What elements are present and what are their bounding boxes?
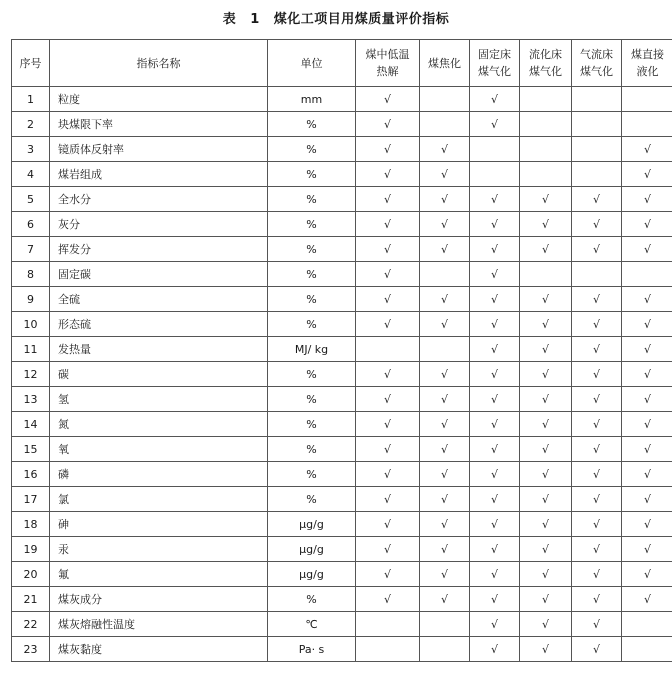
check-mark: √ (470, 312, 520, 337)
check-mark: √ (520, 337, 572, 362)
check-mark: √ (356, 312, 420, 337)
indicator-unit: μg/g (268, 537, 356, 562)
empty-cell (420, 612, 470, 637)
check-mark: √ (420, 537, 470, 562)
indicator-unit: % (268, 387, 356, 412)
check-mark: √ (356, 537, 420, 562)
check-mark: √ (572, 412, 622, 437)
row-number: 13 (12, 387, 50, 412)
check-mark: √ (622, 587, 672, 612)
indicator-unit: % (268, 287, 356, 312)
indicator-unit: % (268, 237, 356, 262)
row-number: 22 (12, 612, 50, 637)
check-mark: √ (470, 487, 520, 512)
empty-cell (622, 262, 672, 287)
header-line: 煤焦化 (428, 56, 461, 70)
check-mark: √ (420, 287, 470, 312)
row-number: 3 (12, 137, 50, 162)
check-mark: √ (356, 137, 420, 162)
indicator-unit: mm (268, 87, 356, 112)
indicator-name: 氮 (50, 412, 268, 437)
caption-number: 1 (250, 12, 260, 27)
check-mark: √ (356, 262, 420, 287)
check-mark: √ (520, 237, 572, 262)
check-mark: √ (572, 637, 622, 662)
check-mark: √ (420, 412, 470, 437)
check-mark: √ (572, 387, 622, 412)
empty-cell (572, 262, 622, 287)
check-mark: √ (572, 312, 622, 337)
check-mark: √ (622, 337, 672, 362)
row-number: 2 (12, 112, 50, 137)
header-line: 煤气化 (529, 65, 562, 78)
check-mark: √ (356, 162, 420, 187)
empty-cell (622, 637, 672, 662)
check-mark: √ (572, 562, 622, 587)
table-row (12, 212, 672, 237)
check-mark: √ (470, 262, 520, 287)
table-row (12, 112, 672, 137)
table-row (12, 162, 672, 187)
table-row (12, 237, 672, 262)
header-line: 煤气化 (580, 65, 613, 78)
check-mark: √ (420, 212, 470, 237)
check-mark: √ (420, 362, 470, 387)
indicator-name: 氟 (50, 562, 268, 587)
header-line: 煤直接 (631, 48, 664, 61)
indicator-name: 氧 (50, 437, 268, 462)
row-number: 12 (12, 362, 50, 387)
indicator-unit: % (268, 587, 356, 612)
check-mark: √ (622, 212, 672, 237)
check-mark: √ (572, 437, 622, 462)
check-mark: √ (622, 487, 672, 512)
col-header-fixed-bed (470, 40, 520, 87)
check-mark: √ (356, 512, 420, 537)
table-row (12, 412, 672, 437)
table-row (12, 337, 672, 362)
table-row (12, 612, 672, 637)
indicator-name: 磷 (50, 462, 268, 487)
check-mark: √ (420, 487, 470, 512)
row-number: 19 (12, 537, 50, 562)
indicator-unit: % (268, 437, 356, 462)
empty-cell (572, 112, 622, 137)
indicator-name: 固定碳 (50, 262, 268, 287)
row-number: 7 (12, 237, 50, 262)
check-mark: √ (356, 462, 420, 487)
indicator-unit: % (268, 462, 356, 487)
check-mark: √ (420, 137, 470, 162)
row-number: 20 (12, 562, 50, 587)
row-number: 23 (12, 637, 50, 662)
row-number: 8 (12, 262, 50, 287)
indicator-name: 碳 (50, 362, 268, 387)
row-number: 16 (12, 462, 50, 487)
indicator-name: 发热量 (50, 337, 268, 362)
table-row (12, 312, 672, 337)
check-mark: √ (572, 287, 622, 312)
check-mark: √ (470, 462, 520, 487)
table-row (12, 387, 672, 412)
empty-cell (356, 637, 420, 662)
check-mark: √ (622, 287, 672, 312)
indicator-unit: % (268, 212, 356, 237)
check-mark: √ (470, 87, 520, 112)
empty-cell (520, 137, 572, 162)
check-mark: √ (356, 287, 420, 312)
row-number: 14 (12, 412, 50, 437)
indicator-unit: % (268, 487, 356, 512)
check-mark: √ (520, 312, 572, 337)
check-mark: √ (572, 237, 622, 262)
empty-cell (622, 87, 672, 112)
check-mark: √ (356, 412, 420, 437)
header-line: 流化床 (529, 48, 562, 61)
check-mark: √ (622, 412, 672, 437)
col-header-unit: 单位 (268, 40, 356, 87)
check-mark: √ (356, 437, 420, 462)
empty-cell (572, 87, 622, 112)
indicator-name: 汞 (50, 537, 268, 562)
check-mark: √ (520, 487, 572, 512)
empty-cell (420, 87, 470, 112)
indicator-name: 氢 (50, 387, 268, 412)
table-row (12, 587, 672, 612)
table-row (12, 512, 672, 537)
check-mark: √ (356, 362, 420, 387)
row-number: 17 (12, 487, 50, 512)
indicator-name: 全硫 (50, 287, 268, 312)
table-row (12, 87, 672, 112)
table-row (12, 287, 672, 312)
table-row (12, 537, 672, 562)
table-row (12, 487, 672, 512)
row-number: 1 (12, 87, 50, 112)
indicator-name: 形态硫 (50, 312, 268, 337)
table-body (12, 87, 672, 662)
check-mark: √ (520, 187, 572, 212)
header-line: 煤气化 (478, 65, 511, 78)
table-row (12, 462, 672, 487)
check-mark: √ (622, 187, 672, 212)
row-number: 10 (12, 312, 50, 337)
check-mark: √ (520, 537, 572, 562)
col-header-direct-liquefaction (622, 40, 672, 87)
indicator-unit: % (268, 187, 356, 212)
check-mark: √ (470, 512, 520, 537)
check-mark: √ (520, 412, 572, 437)
col-header-fluidized-bed (520, 40, 572, 87)
check-mark: √ (470, 562, 520, 587)
indicator-name: 煤灰黏度 (50, 637, 268, 662)
check-mark: √ (356, 237, 420, 262)
header-line: 煤中低温 (365, 48, 410, 61)
row-number: 21 (12, 587, 50, 612)
header-line: 气流床 (580, 48, 613, 61)
check-mark: √ (420, 587, 470, 612)
check-mark: √ (520, 362, 572, 387)
indicator-name: 全水分 (50, 187, 268, 212)
check-mark: √ (420, 437, 470, 462)
check-mark: √ (520, 512, 572, 537)
row-number: 11 (12, 337, 50, 362)
check-mark: √ (470, 537, 520, 562)
indicator-unit: % (268, 137, 356, 162)
indicator-name: 镜质体反射率 (50, 137, 268, 162)
col-header-coking (420, 40, 470, 87)
check-mark: √ (420, 237, 470, 262)
header-row (12, 40, 672, 87)
check-mark: √ (470, 212, 520, 237)
check-mark: √ (572, 212, 622, 237)
empty-cell (420, 337, 470, 362)
indicator-name: 块煤限下率 (50, 112, 268, 137)
empty-cell (520, 87, 572, 112)
check-mark: √ (520, 462, 572, 487)
col-header-seq: 序号 (12, 40, 50, 87)
caption-title: 煤化工项目用煤质量评价指标 (273, 12, 450, 27)
check-mark: √ (420, 187, 470, 212)
empty-cell (622, 612, 672, 637)
empty-cell (520, 162, 572, 187)
table-row (12, 137, 672, 162)
check-mark: √ (470, 112, 520, 137)
empty-cell (470, 137, 520, 162)
check-mark: √ (520, 587, 572, 612)
check-mark: √ (356, 187, 420, 212)
check-mark: √ (622, 137, 672, 162)
indicator-unit: μg/g (268, 562, 356, 587)
indicator-unit: % (268, 262, 356, 287)
indicator-unit: % (268, 112, 356, 137)
check-mark: √ (572, 612, 622, 637)
check-mark: √ (572, 587, 622, 612)
indicator-unit: MJ/ kg (268, 337, 356, 362)
check-mark: √ (470, 412, 520, 437)
table-caption (0, 8, 672, 27)
empty-cell (356, 612, 420, 637)
check-mark: √ (520, 612, 572, 637)
col-header-pyrolysis (356, 40, 420, 87)
table-row (12, 562, 672, 587)
header-line: 液化 (636, 65, 659, 78)
check-mark: √ (572, 512, 622, 537)
table-row (12, 362, 672, 387)
empty-cell (572, 162, 622, 187)
row-number: 15 (12, 437, 50, 462)
col-header-name: 指标名称 (50, 40, 268, 87)
check-mark: √ (356, 587, 420, 612)
header-line: 固定床 (478, 48, 511, 61)
indicator-name: 灰分 (50, 212, 268, 237)
check-mark: √ (356, 112, 420, 137)
check-mark: √ (572, 337, 622, 362)
check-mark: √ (420, 162, 470, 187)
check-mark: √ (470, 637, 520, 662)
empty-cell (420, 637, 470, 662)
check-mark: √ (470, 237, 520, 262)
table-row (12, 437, 672, 462)
table-row (12, 637, 672, 662)
check-mark: √ (622, 437, 672, 462)
indicator-name: 粒度 (50, 87, 268, 112)
indicator-unit: ℃ (268, 612, 356, 637)
check-mark: √ (470, 587, 520, 612)
check-mark: √ (470, 437, 520, 462)
check-mark: √ (470, 387, 520, 412)
row-number: 4 (12, 162, 50, 187)
indicator-name: 挥发分 (50, 237, 268, 262)
row-number: 9 (12, 287, 50, 312)
check-mark: √ (420, 562, 470, 587)
check-mark: √ (622, 312, 672, 337)
indicator-unit: % (268, 162, 356, 187)
indicator-unit: Pa· s (268, 637, 356, 662)
empty-cell (520, 262, 572, 287)
check-mark: √ (622, 362, 672, 387)
check-mark: √ (420, 512, 470, 537)
indicator-unit: μg/g (268, 512, 356, 537)
check-mark: √ (520, 437, 572, 462)
check-mark: √ (622, 562, 672, 587)
row-number: 5 (12, 187, 50, 212)
check-mark: √ (520, 637, 572, 662)
check-mark: √ (356, 562, 420, 587)
check-mark: √ (356, 87, 420, 112)
table-row (12, 187, 672, 212)
check-mark: √ (622, 237, 672, 262)
indicator-unit: % (268, 312, 356, 337)
check-mark: √ (622, 512, 672, 537)
empty-cell (470, 162, 520, 187)
check-mark: √ (622, 462, 672, 487)
check-mark: √ (572, 462, 622, 487)
indicator-name: 氯 (50, 487, 268, 512)
check-mark: √ (356, 487, 420, 512)
check-mark: √ (572, 362, 622, 387)
indicator-name: 煤灰熔融性温度 (50, 612, 268, 637)
empty-cell (420, 112, 470, 137)
coal-quality-table (11, 39, 672, 662)
check-mark: √ (520, 287, 572, 312)
indicator-unit: % (268, 362, 356, 387)
check-mark: √ (420, 312, 470, 337)
check-mark: √ (572, 537, 622, 562)
check-mark: √ (420, 387, 470, 412)
empty-cell (420, 262, 470, 287)
row-number: 6 (12, 212, 50, 237)
row-number: 18 (12, 512, 50, 537)
empty-cell (356, 337, 420, 362)
check-mark: √ (470, 287, 520, 312)
check-mark: √ (470, 362, 520, 387)
check-mark: √ (622, 162, 672, 187)
check-mark: √ (356, 212, 420, 237)
check-mark: √ (520, 387, 572, 412)
indicator-name: 煤灰成分 (50, 587, 268, 612)
indicator-name: 煤岩组成 (50, 162, 268, 187)
header-line: 热解 (376, 65, 399, 78)
check-mark: √ (520, 212, 572, 237)
check-mark: √ (356, 387, 420, 412)
empty-cell (622, 112, 672, 137)
empty-cell (520, 112, 572, 137)
empty-cell (572, 137, 622, 162)
check-mark: √ (420, 462, 470, 487)
check-mark: √ (470, 337, 520, 362)
indicator-name: 砷 (50, 512, 268, 537)
indicator-unit: % (268, 412, 356, 437)
check-mark: √ (470, 187, 520, 212)
check-mark: √ (520, 562, 572, 587)
check-mark: √ (470, 612, 520, 637)
check-mark: √ (572, 487, 622, 512)
caption-label: 表 (222, 12, 237, 27)
table-row (12, 262, 672, 287)
check-mark: √ (622, 537, 672, 562)
check-mark: √ (572, 187, 622, 212)
check-mark: √ (622, 387, 672, 412)
col-header-entrained-flow (572, 40, 622, 87)
